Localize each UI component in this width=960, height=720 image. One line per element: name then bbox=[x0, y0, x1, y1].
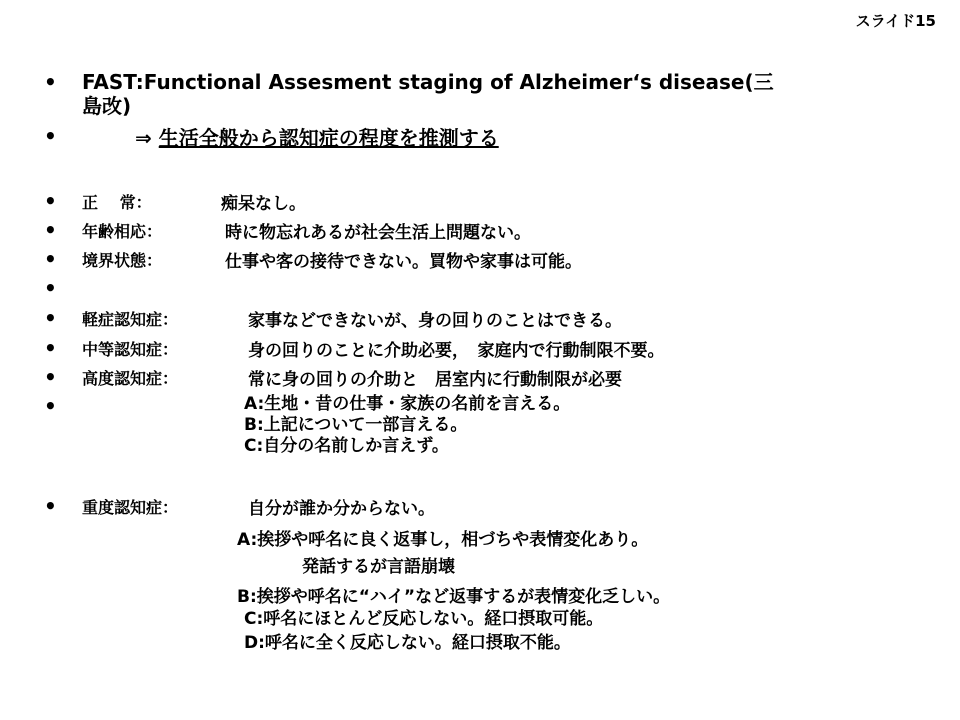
stage-desc-moderate: 身の回りのことに介助必要， 家庭内で行動制限不要。 bbox=[248, 341, 665, 361]
stage-desc-age: 時に物忘れあるが社会生活上問題ない。 bbox=[225, 223, 531, 243]
very-severe-sub-a-note: 発話するが言語崩壊 bbox=[302, 557, 455, 577]
stage-label-severe: 高度認知症： bbox=[82, 369, 179, 388]
stage-desc-normal: 痴呆なし。 bbox=[221, 194, 306, 214]
bullet: • bbox=[44, 365, 57, 389]
bullet: • bbox=[44, 247, 57, 271]
bullet: • bbox=[44, 70, 57, 94]
bullet: • bbox=[44, 189, 57, 213]
subtitle-text: 生活全般から認知症の程度を推測する bbox=[158, 126, 499, 150]
stage-desc-mild: 家事などできないが、身の回りのことはできる。 bbox=[248, 311, 622, 331]
stage-label-moderate: 中等認知症： bbox=[82, 340, 179, 359]
stage-label-mild: 軽症認知症： bbox=[82, 310, 179, 329]
very-severe-sub-b: B:挨拶や呼名に“ハイ”など返事するが表情変化乏しい。 bbox=[237, 587, 671, 607]
severe-sub-list bbox=[244, 394, 570, 457]
slide-number: スライド15 bbox=[855, 12, 936, 30]
severe-sub-b: B:上記について一部言える。 bbox=[244, 415, 468, 435]
title-line-1: FAST:Functional Assesment staging of Alzheimer‘s disease(三 bbox=[82, 70, 774, 94]
stage-label-age: 年齢相応： bbox=[82, 222, 163, 241]
very-severe-sub-a: A:挨拶や呼名に良く返事し，相づちや表情変化あり。 bbox=[237, 530, 649, 550]
bullet: • bbox=[44, 124, 57, 148]
stage-label-normal: 正 常： bbox=[82, 193, 152, 212]
title-line-2: 島改) bbox=[82, 94, 132, 118]
stage-desc-very-severe: 自分が誰か分からない。 bbox=[248, 499, 435, 519]
stage-label-borderline: 境界状態： bbox=[82, 251, 163, 270]
stage-label-very-severe: 重度認知症： bbox=[82, 498, 179, 517]
stage-desc-severe: 常に身の回りの介助と 居室内に行動制限が必要 bbox=[248, 370, 622, 390]
bullet: • bbox=[44, 218, 57, 242]
bullet: • bbox=[44, 336, 57, 360]
very-severe-sub-c: C:呼名にほとんど反応しない。経口摂取可能。 bbox=[244, 609, 604, 629]
bullet: • bbox=[44, 394, 57, 418]
stage-desc-borderline: 仕事や客の接待できない。買物や家事は可能。 bbox=[225, 252, 582, 272]
arrow-icon: ⇒ bbox=[135, 126, 152, 150]
bullet: • bbox=[44, 494, 57, 518]
slide-title bbox=[82, 70, 774, 118]
bullet: • bbox=[44, 306, 57, 330]
very-severe-sub-d: D:呼名に全く反応しない。経口摂取不能。 bbox=[244, 633, 571, 653]
severe-sub-a: A:生地・昔の仕事・家族の名前を言える。 bbox=[244, 394, 571, 414]
severe-sub-c: C:自分の名前しか言えず。 bbox=[244, 436, 449, 456]
bullet: • bbox=[44, 276, 57, 300]
subtitle bbox=[135, 122, 499, 151]
